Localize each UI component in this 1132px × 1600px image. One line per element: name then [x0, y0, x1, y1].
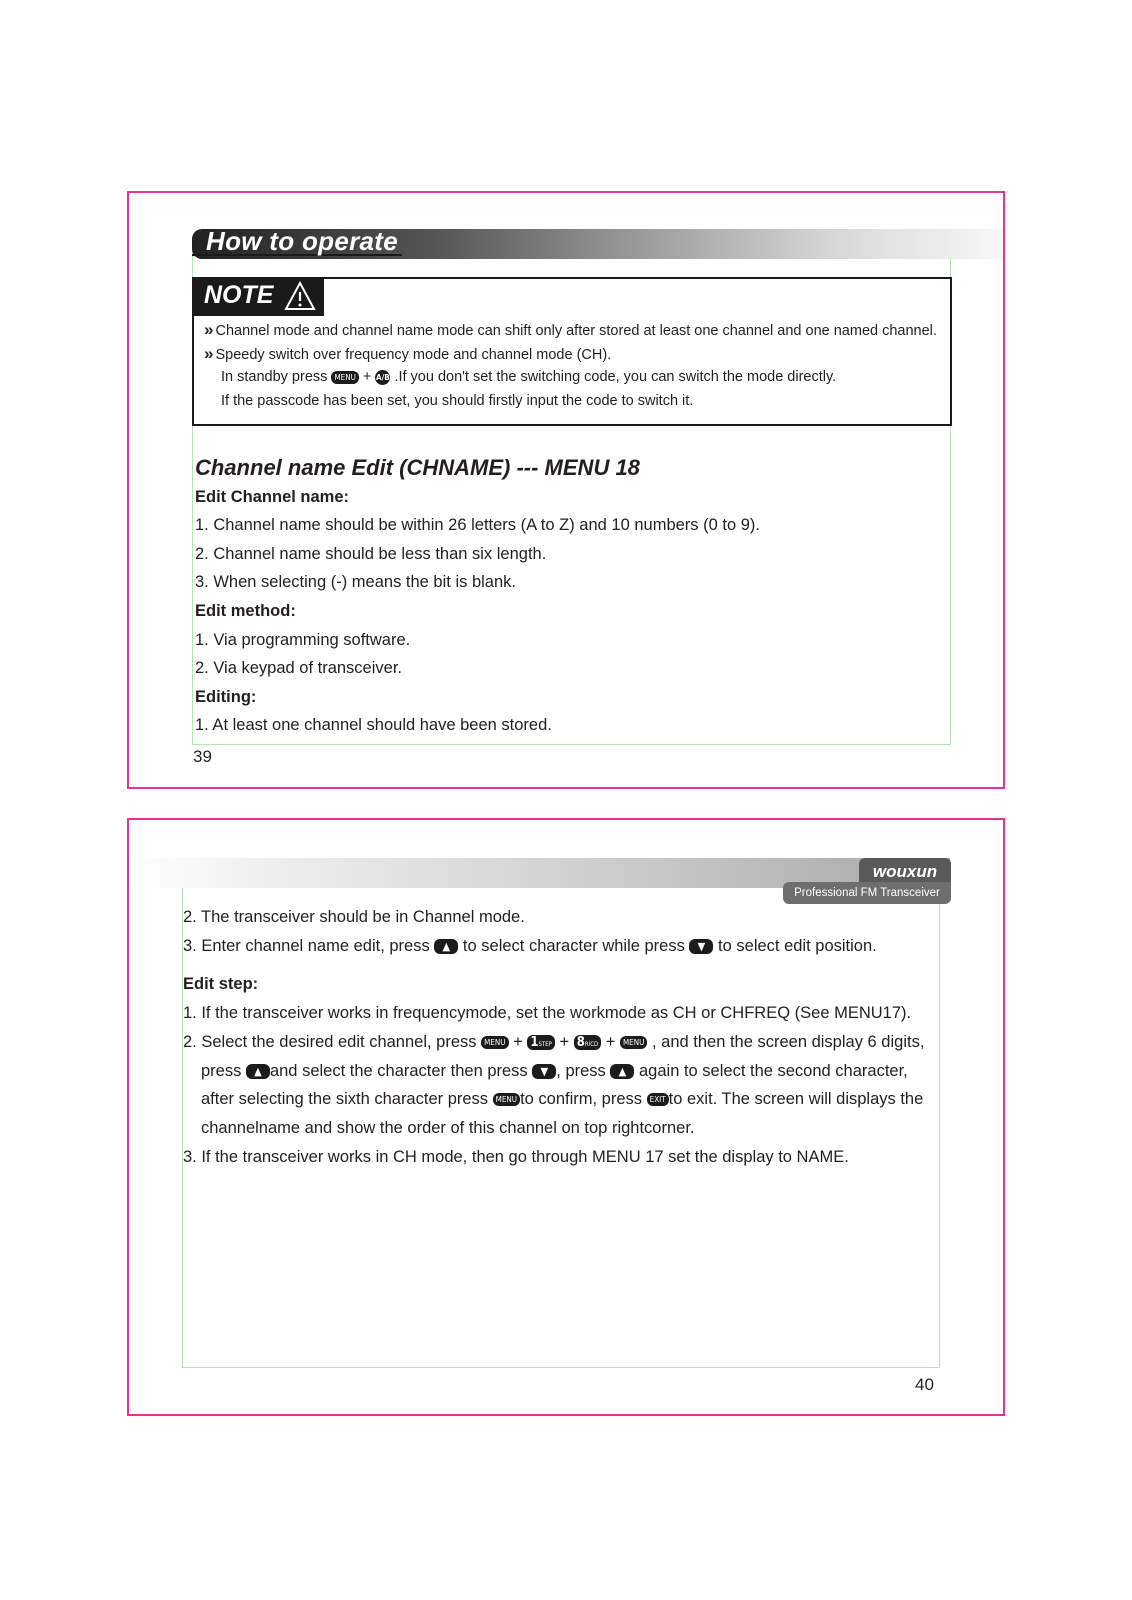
list-item: 3. When selecting (-) means the bit is blank. [195, 573, 516, 591]
edit-method-heading: Edit method: [195, 602, 296, 620]
note-passcode-line: If the passcode has been set, you should firstly input the code to switch it. [221, 393, 694, 409]
one-step-key-icon: 1STEP [527, 1035, 555, 1050]
exit-key-icon: EXIT [647, 1093, 669, 1106]
note-item: » Speedy switch over frequency mode and channel mode (CH). [204, 344, 612, 363]
menu-key-icon: MENU [493, 1093, 520, 1106]
eight-ricd-key-icon: 8RICD [574, 1035, 601, 1050]
list-item: 2. Select the desired edit channel, press MENU + 1STEP + 8RICD + MENU , and then the screen display 6 digits, [183, 1033, 925, 1051]
list-item: 2. The transceiver should be in Channel mode. [183, 908, 525, 926]
edit-channel-name-heading: Edit Channel name: [195, 488, 350, 506]
up-arrow-key-icon: ▲ [610, 1064, 634, 1079]
menu-key-icon: MENU [620, 1036, 647, 1049]
list-item-continued: after selecting the sixth character press MENU to confirm, press EXIT to exit. The screen will displays the [201, 1090, 924, 1108]
down-arrow-key-icon: ▼ [689, 939, 713, 954]
note-item: » Channel mode and channel name mode can shift only after stored at least one channel and one named channel. [204, 320, 937, 339]
brand-logo [781, 858, 951, 904]
warning-icon [284, 281, 316, 311]
list-item-continued: channelname and show the order of this channel on top rightcorner. [201, 1119, 695, 1137]
list-item: 1. If the transceiver works in frequencymode, set the workmode as CH or CHFREQ (See MENU17). [183, 1004, 912, 1022]
note-standby-line: In standby press MENU + A/B .If you don't set the switching code, you can switch the mode directly. [221, 369, 837, 385]
page-number: 40 [915, 1375, 934, 1394]
editing-heading: Editing: [195, 688, 257, 706]
section-title: Channel name Edit (CHNAME) --- MENU 18 [195, 455, 640, 480]
menu-key-icon: MENU [481, 1036, 508, 1049]
note-label: NOTE [204, 281, 274, 309]
list-item: 2. Via keypad of transceiver. [195, 659, 402, 677]
list-item: 1. Channel name should be within 26 letters (A to Z) and 10 numbers (0 to 9). [195, 516, 760, 534]
brand-tagline: Professional FM Transceiver [783, 882, 951, 904]
list-item-continued: press ▲ and select the character then press ▼ , press ▲ again to select the second character, [201, 1062, 908, 1080]
down-arrow-key-icon: ▼ [532, 1064, 556, 1079]
note-tag [192, 277, 324, 316]
list-item: 3. Enter channel name edit, press ▲ to select character while press ▼ to select edit position. [183, 937, 877, 955]
page-number: 39 [193, 747, 212, 766]
edit-step-heading: Edit step: [183, 975, 259, 993]
list-item: 3. If the transceiver works in CH mode, then go through MENU 17 set the display to NAME. [183, 1148, 849, 1166]
chevron-icon: » [204, 320, 210, 339]
header-title: How to operate [206, 226, 398, 256]
list-item: 1. At least one channel should have been stored. [195, 716, 552, 734]
up-arrow-key-icon: ▲ [434, 939, 458, 954]
menu-key-icon: MENU [331, 371, 358, 384]
ab-key-icon: A/B [375, 370, 390, 385]
brand-name: wouxun [859, 858, 951, 884]
list-item: 2. Channel name should be less than six length. [195, 545, 547, 563]
list-item: 1. Via programming software. [195, 631, 411, 649]
up-arrow-key-icon: ▲ [246, 1064, 270, 1079]
chevron-icon: » [204, 344, 210, 363]
